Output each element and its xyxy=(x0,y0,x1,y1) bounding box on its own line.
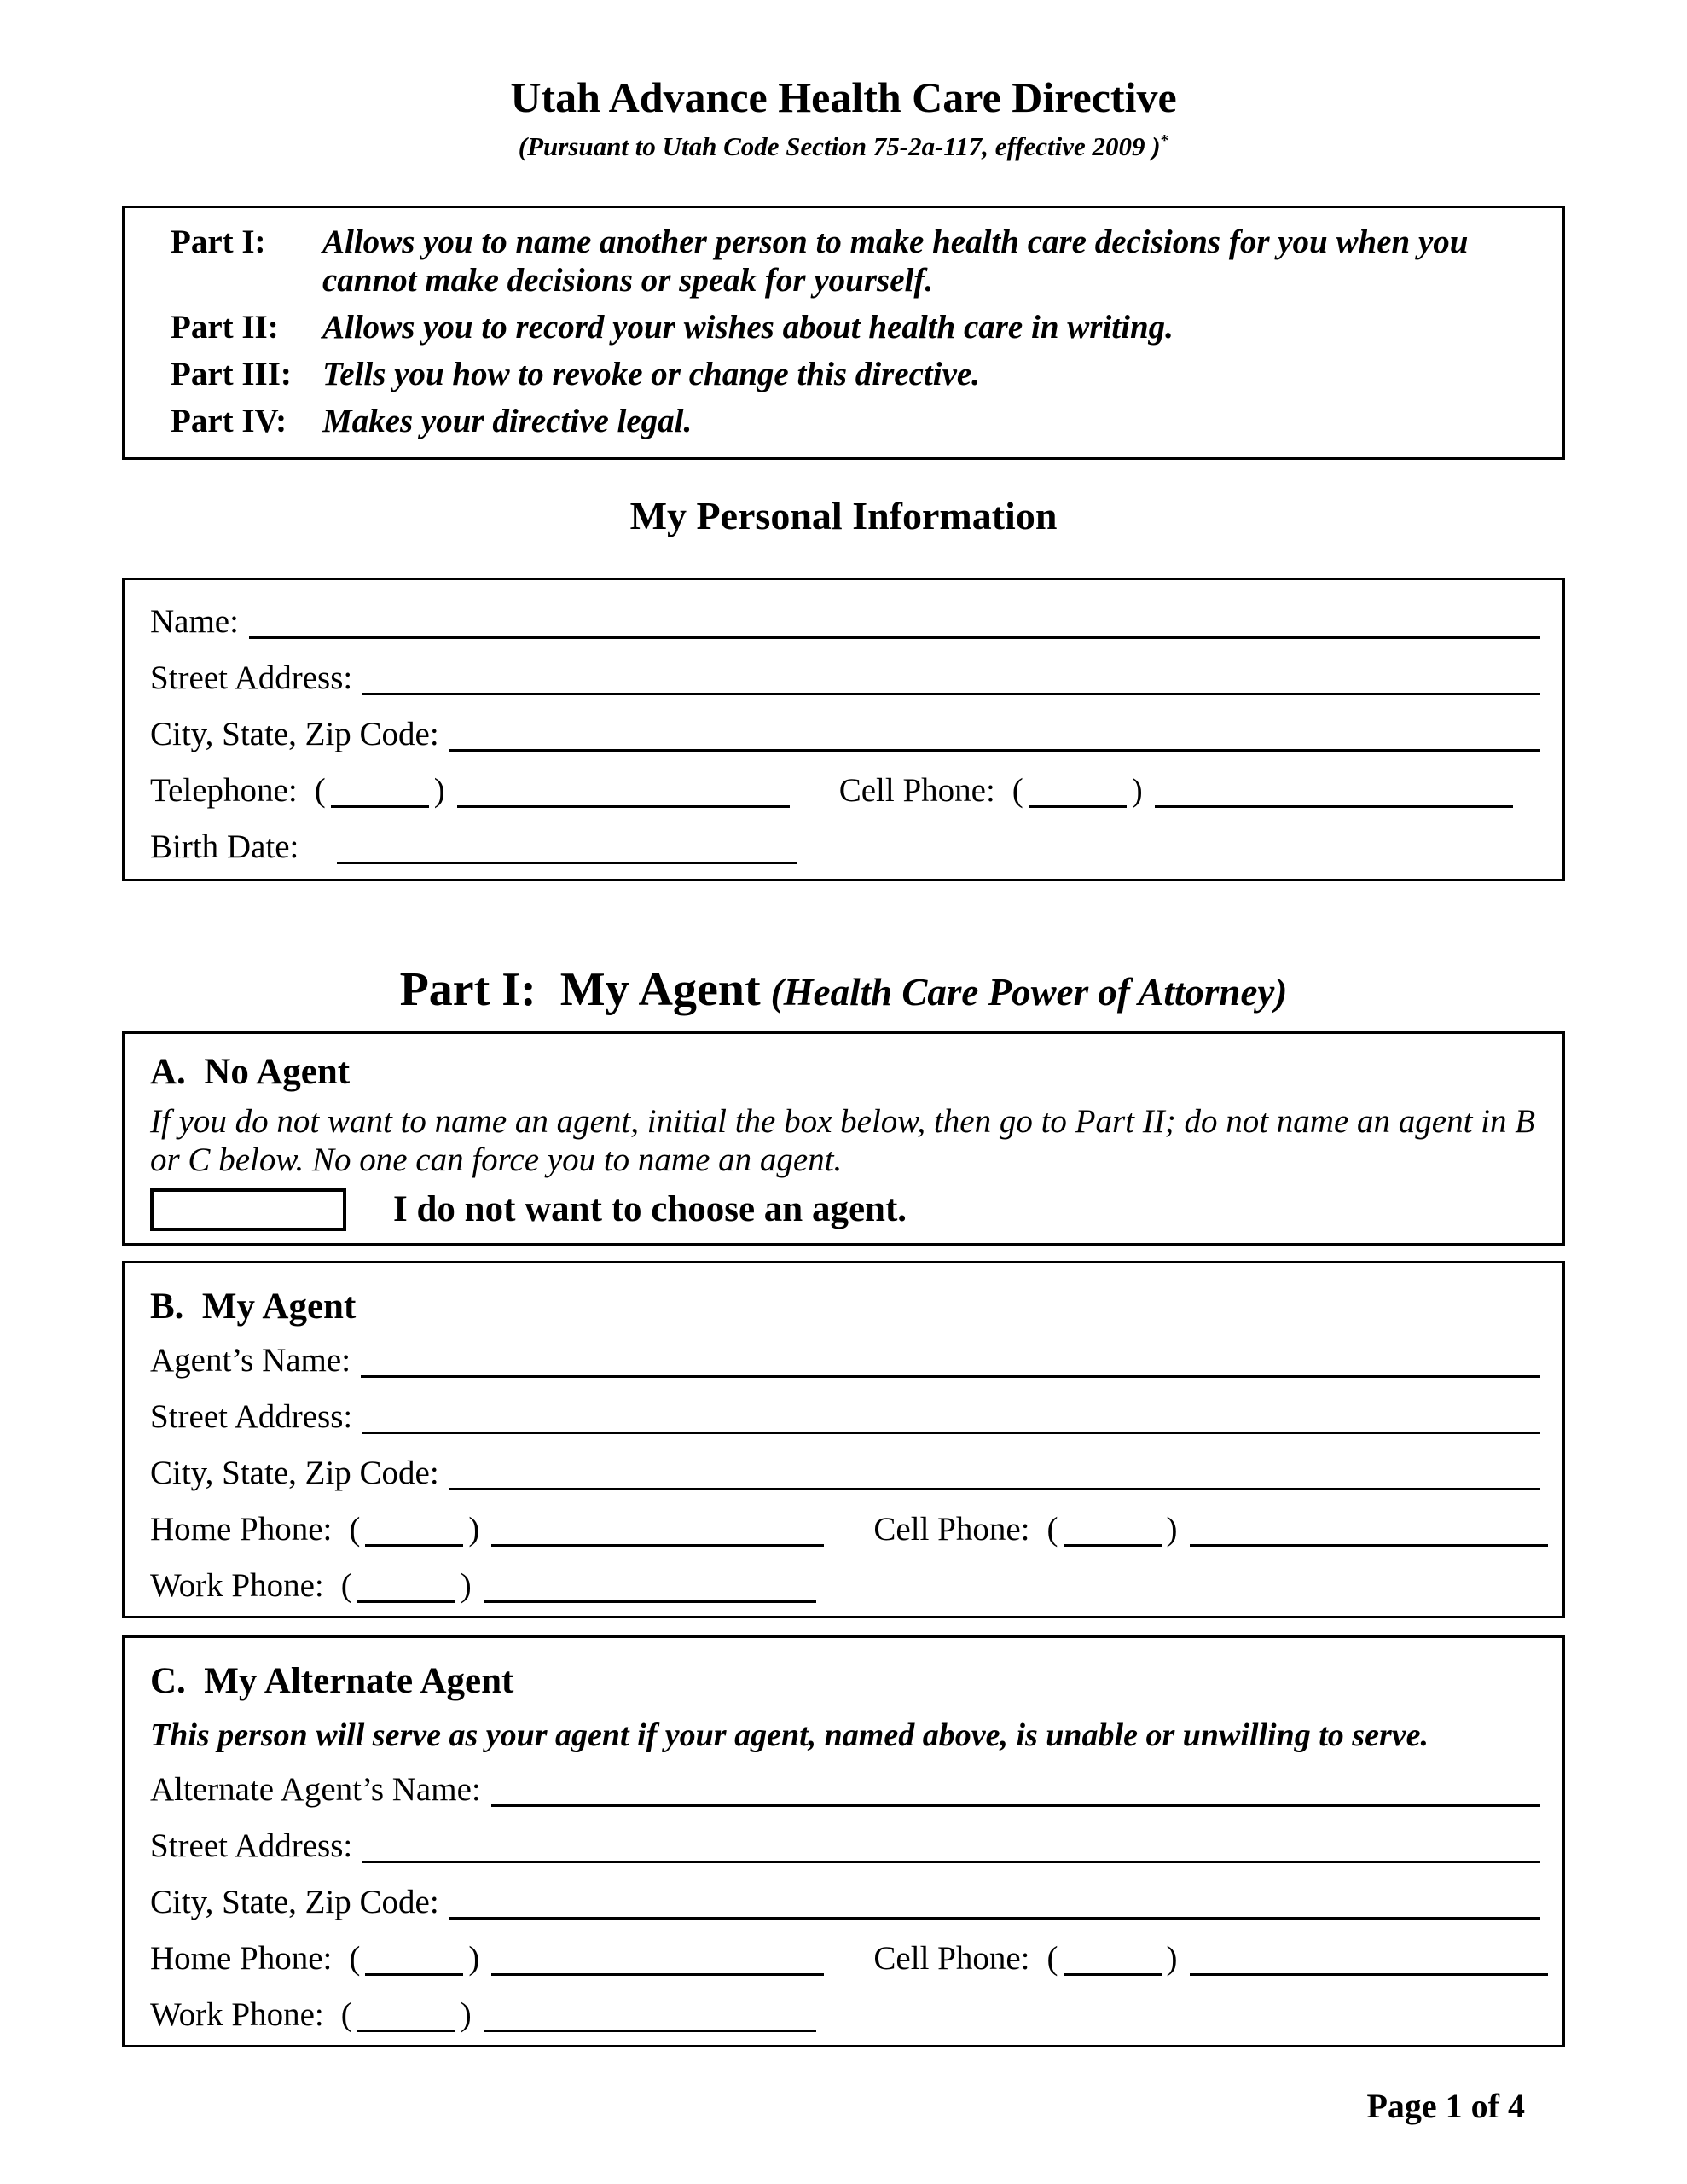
agent-street-row xyxy=(150,1397,1540,1437)
alt-agent-cell-number-line[interactable] xyxy=(1190,1939,1548,1976)
agent-work-area-code-line[interactable] xyxy=(357,1566,455,1603)
agent-name-label: Agent’s Name: xyxy=(150,1342,351,1380)
overview-part1-label: Part I: xyxy=(171,224,266,261)
agent-street-label: Street Address: xyxy=(150,1398,353,1436)
document-title: Utah Advance Health Care Directive xyxy=(510,73,1177,121)
personal-cell-open-paren: ( xyxy=(1012,772,1023,810)
alt-agent-cell-area-code-line[interactable] xyxy=(1064,1939,1162,1976)
overview-part1-text: Allows you to name another person to make health care decisions for you when you cannot make decisions or speak for yourself. xyxy=(322,224,1469,299)
agent-street-input-line[interactable] xyxy=(362,1397,1540,1434)
footnote-asterisk: * xyxy=(1160,131,1169,150)
alt-agent-street-input-line[interactable] xyxy=(362,1827,1540,1863)
agent-home-label: Home Phone: xyxy=(150,1511,333,1548)
alt-agent-city-input-line[interactable] xyxy=(449,1883,1540,1920)
overview-item-part3 xyxy=(171,356,1520,394)
part1-heading-main: Part I: My Agent xyxy=(399,963,761,1017)
alt-agent-work-row xyxy=(150,1995,1540,2035)
agent-home-area-code-line[interactable] xyxy=(365,1510,463,1547)
agent-cell-label: Cell Phone: xyxy=(873,1511,1030,1548)
alt-agent-home-number-line[interactable] xyxy=(491,1939,824,1976)
section-c-alternate-agent-box xyxy=(122,1635,1565,2047)
personal-name-row xyxy=(150,602,1540,642)
personal-info-box xyxy=(122,578,1565,881)
agent-cell-open-paren: ( xyxy=(1046,1511,1058,1548)
telephone-close-paren: ) xyxy=(433,772,445,810)
alt-agent-home-close-paren: ) xyxy=(468,1939,480,1977)
agent-work-row xyxy=(150,1566,1540,1606)
part1-heading-sub: (Health Care Power of Attorney) xyxy=(770,971,1288,1014)
personal-birth-input-line[interactable] xyxy=(337,828,797,864)
agent-city-input-line[interactable] xyxy=(449,1454,1540,1490)
agent-work-number-line[interactable] xyxy=(484,1566,816,1603)
telephone-open-paren: ( xyxy=(314,772,326,810)
agent-cell-area-code-line[interactable] xyxy=(1064,1510,1162,1547)
overview-part4-label: Part IV: xyxy=(171,402,287,439)
personal-birth-label: Birth Date: xyxy=(150,828,299,866)
section-b-heading: B. My Agent xyxy=(150,1286,357,1327)
personal-city-row xyxy=(150,715,1540,754)
alt-agent-cell-close-paren: ) xyxy=(1166,1939,1178,1977)
agent-work-open-paren: ( xyxy=(340,1567,352,1605)
agent-city-label: City, State, Zip Code: xyxy=(150,1455,439,1492)
personal-street-row xyxy=(150,659,1540,698)
overview-item-part1 xyxy=(171,224,1520,300)
alt-agent-name-label: Alternate Agent’s Name: xyxy=(150,1770,481,1808)
no-agent-initial-row xyxy=(150,1188,1540,1231)
overview-part2-label: Part II: xyxy=(171,308,279,346)
alt-agent-phones-row xyxy=(150,1939,1540,1978)
personal-city-label: City, State, Zip Code: xyxy=(150,716,439,753)
personal-street-input-line[interactable] xyxy=(362,659,1540,695)
alt-agent-home-area-code-line[interactable] xyxy=(365,1939,463,1976)
agent-phones-row xyxy=(150,1510,1540,1549)
section-a-instructions: If you do not want to name an agent, initial the box below, then go to Part II; do not name an agent in B or C below. No one can force you to name an agent. xyxy=(150,1103,1536,1178)
overview-part3-text: Tells you how to revoke or change this directive. xyxy=(322,355,980,392)
section-b-my-agent-box xyxy=(122,1261,1565,1619)
personal-cell-number-line[interactable] xyxy=(1155,771,1513,808)
page-number: Page 1 of 4 xyxy=(1366,2087,1525,2125)
agent-home-close-paren: ) xyxy=(468,1511,480,1548)
overview-part2-text: Allows you to record your wishes about health care in writing. xyxy=(322,308,1174,346)
subtitle-text: (Pursuant to Utah Code Section 75-2a-117, effective 2009 ) xyxy=(518,131,1161,161)
alt-agent-cell-open-paren: ( xyxy=(1046,1939,1058,1977)
alt-agent-city-label: City, State, Zip Code: xyxy=(150,1883,439,1920)
section-c-intro: This person will serve as your agent if your agent, named above, is unable or unwilling to serve. xyxy=(150,1716,1429,1753)
agent-cell-close-paren: ) xyxy=(1166,1511,1178,1548)
personal-telephone-label: Telephone: xyxy=(150,772,298,810)
alt-agent-city-row xyxy=(150,1883,1540,1922)
agent-work-label: Work Phone: xyxy=(150,1567,324,1605)
part1-heading xyxy=(0,962,1687,1017)
agent-name-row xyxy=(150,1341,1540,1380)
alt-agent-home-label: Home Phone: xyxy=(150,1939,333,1977)
personal-info-heading: My Personal Information xyxy=(629,494,1058,538)
agent-home-number-line[interactable] xyxy=(491,1510,824,1547)
alt-agent-street-label: Street Address: xyxy=(150,1827,353,1864)
overview-item-part4 xyxy=(171,403,1520,441)
no-agent-initial-label: I do not want to choose an agent. xyxy=(393,1189,907,1230)
personal-cell-close-paren: ) xyxy=(1131,772,1143,810)
section-a-heading: A. No Agent xyxy=(150,1051,351,1092)
personal-street-label: Street Address: xyxy=(150,659,353,697)
alt-agent-home-open-paren: ( xyxy=(349,1939,361,1977)
alt-agent-work-number-line[interactable] xyxy=(484,1995,816,2032)
agent-home-open-paren: ( xyxy=(349,1511,361,1548)
agent-city-row xyxy=(150,1454,1540,1493)
section-a-no-agent-box xyxy=(122,1031,1565,1246)
parts-overview-box xyxy=(122,206,1565,460)
alt-agent-street-row xyxy=(150,1827,1540,1866)
alt-agent-work-close-paren: ) xyxy=(460,1995,472,2033)
overview-part3-label: Part III: xyxy=(171,355,292,392)
alt-agent-name-input-line[interactable] xyxy=(491,1770,1540,1807)
alt-agent-work-label: Work Phone: xyxy=(150,1995,324,2033)
agent-work-close-paren: ) xyxy=(460,1567,472,1605)
agent-cell-number-line[interactable] xyxy=(1190,1510,1548,1547)
personal-city-input-line[interactable] xyxy=(449,715,1540,752)
personal-birth-row xyxy=(150,828,1540,867)
alt-agent-work-open-paren: ( xyxy=(340,1995,352,2033)
telephone-number-line[interactable] xyxy=(457,771,790,808)
alt-agent-cell-label: Cell Phone: xyxy=(873,1939,1030,1977)
document-subtitle xyxy=(0,131,1687,162)
overview-item-part2 xyxy=(171,309,1520,347)
agent-name-input-line[interactable] xyxy=(361,1341,1540,1378)
no-agent-initial-box[interactable] xyxy=(150,1188,346,1231)
personal-name-input-line[interactable] xyxy=(249,602,1540,639)
personal-phones-row xyxy=(150,771,1540,810)
alt-agent-name-row xyxy=(150,1770,1540,1809)
overview-part4-text: Makes your directive legal. xyxy=(322,402,693,439)
personal-name-label: Name: xyxy=(150,603,239,641)
personal-cell-label: Cell Phone: xyxy=(838,772,995,810)
alt-agent-work-area-code-line[interactable] xyxy=(357,1995,455,2032)
telephone-area-code-line[interactable] xyxy=(331,771,429,808)
personal-cell-area-code-line[interactable] xyxy=(1029,771,1127,808)
section-c-heading: C. My Alternate Agent xyxy=(150,1661,514,1702)
